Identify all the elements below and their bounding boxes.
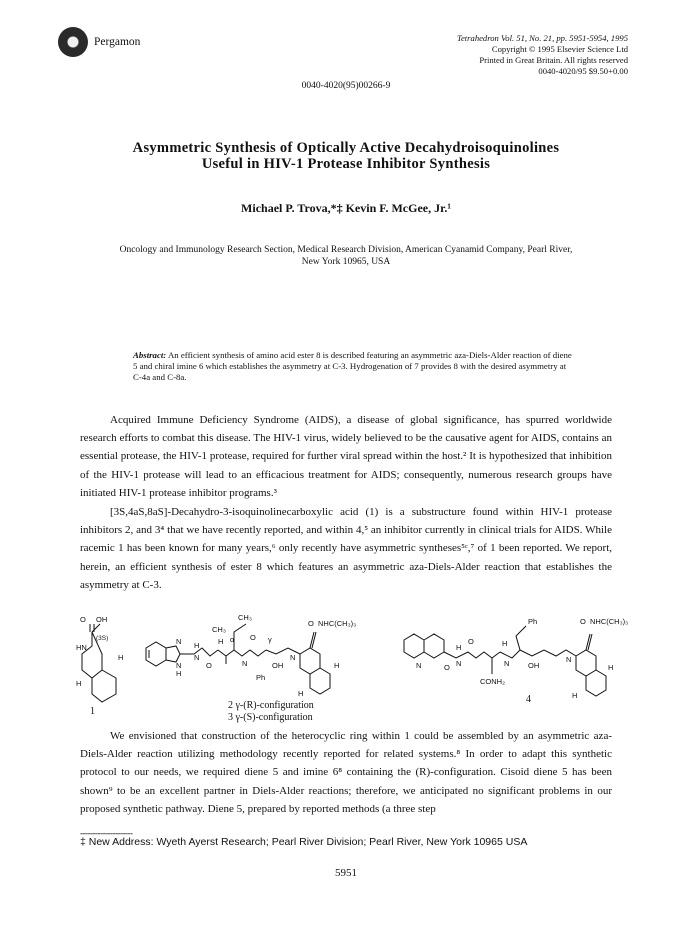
footnote-rule: --------------------- — [80, 828, 133, 838]
c4-label-o2: O — [444, 663, 450, 672]
abstract-label: Abstract: — [133, 350, 167, 360]
c1-label-hn: HN — [76, 643, 87, 652]
c4-label-n3: N — [504, 659, 510, 668]
c2-label-n4: N — [242, 659, 248, 668]
affiliation: Oncology and Immunology Research Section, Medical Research Division, American Cyanamid Company, Pearl River, New York 10965, USA — [119, 245, 573, 267]
c2-label-o2: O — [250, 633, 256, 642]
c4-label-h4: H — [572, 691, 578, 700]
chemical-structures-figure — [76, 610, 629, 723]
c2-label-h4: H — [334, 661, 340, 670]
c1-label-h2: H — [76, 679, 82, 688]
paragraph-3 — [80, 727, 612, 818]
c2-label-o3: O — [308, 619, 314, 628]
c2-label-h3: H — [218, 637, 224, 646]
c2-label-n1: N — [176, 637, 182, 646]
c2-label-ch3-left: CH₃ — [212, 625, 226, 634]
c1-label-h1: H — [118, 653, 124, 662]
c4-label-n4: N — [566, 655, 572, 664]
c2-label-alpha: α — [230, 635, 235, 644]
abstract-text: An efficient synthesis of amino acid ester 8 is described featuring an asymmetric aza-Diels-Alder reaction of diene 5 and chiral imine 6 which establishes the asymmetry at C-3. Hydrogenation of 7 provides 8 with the desired asymmetry at C-4a and C-8a. — [133, 350, 572, 382]
paragraph-1-text: Acquired Immune Deficiency Syndrome (AIDS), a disease of global significance, has spurred worldwide research efforts to combat this disease. The HIV-1 virus, widely believed to be the causative agent for AIDS, contains an essential protease, the HIV-1 protease, required for further viral spread within the host.² It is hypothesized that inhibition of the HIV-1 protease will lead to an efficacious treatment for AIDS; consequently, numerous research groups have initiated HIV-1 protease inhibitor programs.³ — [80, 414, 612, 499]
paragraph-1 — [80, 411, 612, 502]
c4-label-o3: O — [580, 617, 586, 626]
publisher-name: Pergamon — [94, 36, 141, 48]
c4-label-n2: N — [456, 659, 462, 668]
c2-label-h1: H — [176, 669, 182, 678]
author-list: Michael P. Trova,*‡ Kevin F. McGee, Jr.¹ — [241, 201, 451, 215]
c2-label-nhc: NHC(CH₃)₃ — [318, 619, 357, 628]
c2-label-oh: OH — [272, 661, 284, 670]
price-code: 0040-4020/95 $9.50+0.00 — [538, 66, 628, 76]
c2-label-gamma: γ — [268, 635, 272, 644]
c2-label-o1: O — [206, 661, 212, 670]
c4-label-conh2: CONH₂ — [480, 677, 505, 686]
c4-label-n1: N — [416, 661, 422, 670]
paragraph-2-text: [3S,4aS,8aS]-Decahydro-3-isoquinolinecarboxylic acid (1) is a substructure found within HIV-1 protease inhibitors 2, and 3⁴ that we have recently reported, and within 4,⁵ an inhibitor currently in clinical trials for AIDS. While racemic 1 has been known for many years,⁶ only recently have asymmetric syntheses⁵ᶜ,⁷ of 1 been reported. We report, herein, an efficient synthesis of ester 8 which features an asymmetric aza-Diels-Alder reaction that establishes the asymmetry at C-3. — [80, 506, 612, 591]
c4-label-o1: O — [468, 637, 474, 646]
c2-label-ch3-top: CH₃ — [238, 613, 252, 622]
title-line-1: Asymmetric Synthesis of Optically Active Decahydroisoquinolines — [132, 140, 560, 156]
c4-label-nhc: NHC(CH₃)₃ — [590, 617, 629, 626]
c4-label-h2: H — [502, 639, 508, 648]
paragraph-2 — [80, 503, 612, 594]
copyright-line: Copyright © 1995 Elsevier Science Ltd — [491, 44, 628, 54]
printed-line: Printed in Great Britain. All rights reserved — [479, 55, 628, 65]
c1-label-o: O — [80, 615, 86, 624]
compound-2-caption: 2 γ-(R)-configuration — [228, 700, 314, 711]
paragraph-3-text: We envisioned that construction of the heterocyclic ring within 1 could be assembled by an asymmetric aza-Diels-Alder reaction utilizing methodology recently reported for related systems.⁸ In order to adapt this synthetic protocol to our needs, we required diene 5 and imine 6⁸ containing the (R)-configuration. Cisoid diene 5 has been shown⁹ to be an excellent partner in Diels-Alder reactions; therefore, we anticipated no significant problems in our proposed synthetic pathway. Diene 5, prepared by reported methods (a three step — [80, 730, 612, 815]
c4-label-h1: H — [456, 643, 462, 652]
journal-citation: Tetrahedron Vol. 51, No. 21, pp. 5951-5954, 1995 — [456, 33, 628, 43]
c4-label-oh: OH — [528, 661, 540, 670]
compound-3-caption: 3 γ-(S)-configuration — [228, 712, 313, 723]
abstract — [133, 350, 573, 383]
c2-label-h2: H — [194, 641, 200, 650]
c2-label-n3: N — [194, 653, 200, 662]
c4-label-h3: H — [608, 663, 614, 672]
c4-label-ph: Ph — [528, 617, 538, 626]
c2-label-h5: H — [298, 689, 304, 698]
c1-label-oh: OH — [96, 615, 108, 624]
title-line-2: Useful in HIV-1 Protease Inhibitor Synthesis — [201, 156, 491, 172]
publisher-logo — [58, 27, 88, 57]
article-id: 0040-4020(95)00266-9 — [301, 81, 391, 91]
c2-label-n2: N — [176, 661, 182, 670]
page-number: 5951 — [335, 867, 357, 879]
paper-title — [60, 140, 632, 172]
c2-label-n5: N — [290, 653, 296, 662]
c1-label-3s: (3S) — [96, 635, 109, 642]
compound-1-number: 1 — [90, 706, 95, 717]
c2-label-ph: Ph — [256, 673, 266, 682]
compound-4-number: 4 — [526, 694, 531, 705]
footnote: ‡ New Address: Wyeth Ayerst Research; Pearl River Division; Pearl River, New York 10965 USA — [80, 836, 528, 848]
